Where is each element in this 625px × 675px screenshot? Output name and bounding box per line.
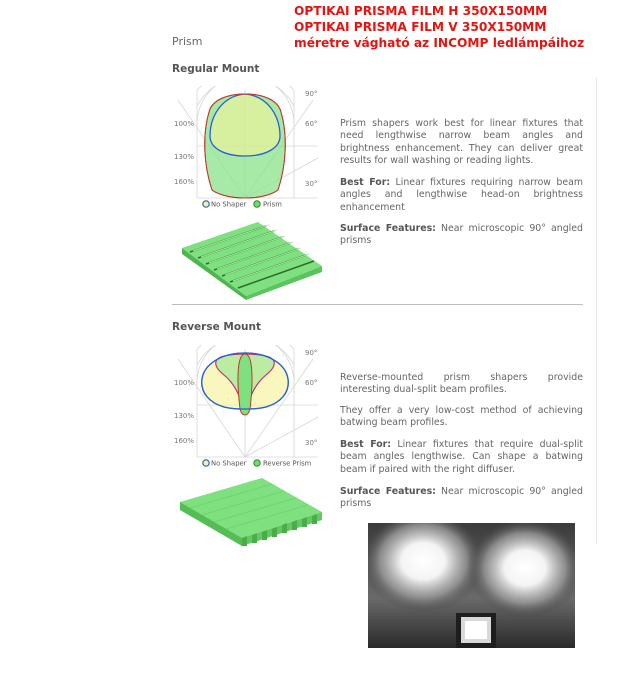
regular-radial-label-100: 100% bbox=[174, 120, 195, 128]
reverse-surface-label: Surface Features: bbox=[340, 486, 436, 497]
regular-mount-title: Regular Mount bbox=[172, 63, 260, 75]
regular-best-for bbox=[340, 177, 583, 214]
regular-intro-text: Prism shapers work best for linear fixtures that need lengthwise narrow beam angles and brightness enhancement. They can deliver great results for wall washing or reading lights. bbox=[340, 118, 583, 166]
header-line-1: OPTIKAI PRISMA FILM H 350X150MM bbox=[294, 4, 548, 18]
reverse-mount-title: Reverse Mount bbox=[172, 321, 262, 333]
regular-surface-label: Surface Features: bbox=[340, 223, 436, 234]
reverse-prism-illustration bbox=[176, 476, 326, 548]
regular-radial-label-130: 130% bbox=[174, 153, 195, 161]
right-border-rule bbox=[596, 78, 597, 544]
regular-surface-features bbox=[340, 223, 583, 248]
reverse-best-for-label: Best For: bbox=[340, 439, 392, 450]
reverse-radial-label-160: 160% bbox=[174, 437, 195, 445]
regular-prism-illustration bbox=[176, 218, 326, 300]
reverse-angle-label-30: 30° bbox=[305, 439, 318, 447]
legend-no-shaper-swatch bbox=[203, 201, 209, 207]
legend-no-shaper-swatch bbox=[203, 460, 209, 466]
reverse-polar-chart bbox=[168, 345, 320, 469]
reverse-best-for bbox=[340, 439, 583, 476]
regular-legend-no-shaper: No Shaper bbox=[211, 200, 247, 209]
page-label: Prism bbox=[172, 35, 203, 48]
lamp-photo bbox=[368, 523, 575, 648]
header-line-3: méretre vágható az INCOMP ledlámpáihoz bbox=[294, 36, 585, 50]
reverse-angle-label-90: 90° bbox=[305, 349, 318, 357]
regular-radial-label-160: 160% bbox=[174, 178, 195, 186]
legend-reverse-prism-swatch bbox=[254, 460, 260, 466]
header-line-2: OPTIKAI PRISMA FILM V 350X150MM bbox=[294, 20, 547, 34]
regular-angle-label-60: 60° bbox=[305, 120, 318, 128]
reverse-legend-no-shaper: No Shaper bbox=[211, 459, 247, 468]
regular-legend-prism: Prism bbox=[263, 200, 282, 209]
regular-best-for-text: Linear fixtures requiring narrow beam angles and lengthwise head-on brightness enhancement bbox=[340, 177, 583, 213]
reverse-second-text: They offer a very low-cost method of achieving batwing beam profiles. bbox=[340, 405, 583, 429]
legend-prism-swatch bbox=[254, 201, 260, 207]
reverse-surface-text: Near microscopic 90° angled prisms bbox=[340, 486, 583, 510]
reverse-intro-text: Reverse-mounted prism shapers provide interesting dual-split beam profiles. bbox=[340, 372, 583, 396]
section-divider bbox=[172, 304, 583, 305]
regular-angle-label-30: 30° bbox=[305, 180, 318, 188]
reverse-angle-label-60: 60° bbox=[305, 379, 318, 387]
reverse-legend-reverse-prism: Reverse Prism bbox=[263, 459, 312, 468]
reverse-surface-features bbox=[340, 486, 583, 511]
regular-angle-label-90: 90° bbox=[305, 90, 318, 98]
reverse-radial-label-130: 130% bbox=[174, 412, 195, 420]
regular-best-for-label: Best For: bbox=[340, 177, 391, 188]
reverse-best-for-text: Linear fixtures that require dual-split beam angles lengthwise. Can shape a batwing beam if paired with the right diffuser. bbox=[340, 439, 584, 475]
regular-surface-text: Near microscopic 90° angled prisms bbox=[340, 223, 583, 247]
regular-polar-chart bbox=[168, 86, 320, 210]
reverse-radial-label-100: 100% bbox=[174, 379, 195, 387]
header-title bbox=[294, 3, 619, 51]
